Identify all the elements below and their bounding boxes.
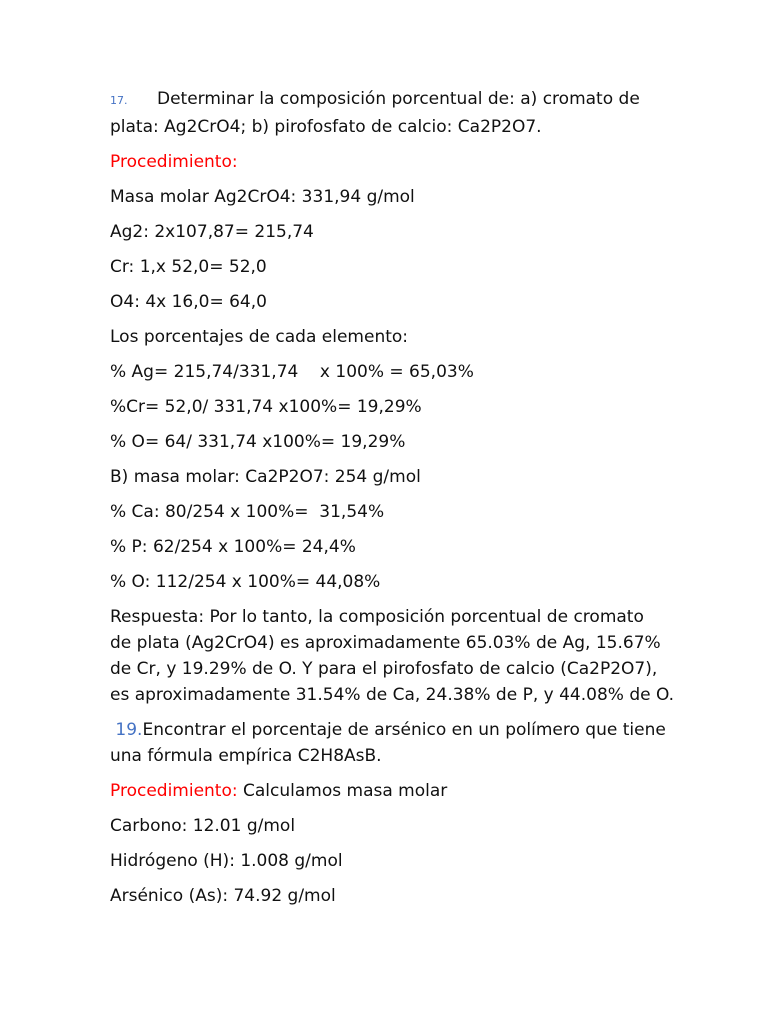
question-19-text-1: Encontrar el porcentaje de arsénico en un polímero que tiene xyxy=(142,720,666,740)
respuesta-line: Respuesta: Por lo tanto, la composición porcentual de cromato xyxy=(110,607,644,627)
text-line: Cr: 1,x 52,0= 52,0 xyxy=(110,257,267,277)
text-line: % Ca: 80/254 x 100%= 31,54% xyxy=(110,502,385,522)
text-line: % O: 112/254 x 100%= 44,08% xyxy=(110,572,381,592)
text-line: Arsénico (As): 74.92 g/mol xyxy=(110,886,336,906)
text-line: B) masa molar: Ca2P2O7: 254 g/mol xyxy=(110,467,421,487)
text-line: Masa molar Ag2CrO4: 331,94 g/mol xyxy=(110,187,415,207)
procedimiento-2 xyxy=(110,778,670,804)
procedimiento-2-label: Procedimiento: xyxy=(110,781,238,801)
respuesta-line: de plata (Ag2CrO4) es aproximadamente 65.03% de Ag, 15.67% xyxy=(110,633,661,653)
respuesta-paragraph xyxy=(110,604,675,708)
procedimiento-label: Procedimiento: xyxy=(110,152,238,172)
text-line: % Ag= 215,74/331,74 x 100% = 65,03% xyxy=(110,362,474,382)
text-line: % P: 62/254 x 100%= 24,4% xyxy=(110,537,356,557)
question-19-line-2: una fórmula empírica C2H8AsB. xyxy=(110,746,382,766)
respuesta-line: de Cr, y 19.29% de O. Y para el pirofosfato de calcio (Ca2P2O7), xyxy=(110,659,658,679)
question-17-text-1: Determinar la composición porcentual de: a) cromato de xyxy=(157,89,640,109)
text-line: Hidrógeno (H): 1.008 g/mol xyxy=(110,851,343,871)
respuesta-line: es aproximadamente 31.54% de Ca, 24.38% de P, y 44.08% de O. xyxy=(110,685,675,705)
text-line: % O= 64/ 331,74 x100%= 19,29% xyxy=(110,432,406,452)
question-19 xyxy=(110,717,670,769)
text-line: Ag2: 2x107,87= 215,74 xyxy=(110,222,314,242)
procedimiento-2-text: Calculamos masa molar xyxy=(237,781,448,801)
question-17-line-2: plata: Ag2CrO4; b) pirofosfato de calcio: Ca2P2O7. xyxy=(110,117,542,137)
document-page xyxy=(110,86,675,918)
question-17-number: 17. xyxy=(110,94,128,107)
question-19-line-1 xyxy=(110,717,670,743)
text-line: %Cr= 52,0/ 331,74 x100%= 19,29% xyxy=(110,397,422,417)
question-19-number: 19. xyxy=(115,720,143,740)
text-line: O4: 4x 16,0= 64,0 xyxy=(110,292,267,312)
text-line: Los porcentajes de cada elemento: xyxy=(110,327,409,347)
question-17 xyxy=(110,86,670,140)
procedimiento-heading xyxy=(110,149,670,175)
procedimiento-2-line xyxy=(110,778,670,804)
text-line: Carbono: 12.01 g/mol xyxy=(110,816,296,836)
question-17-line-1 xyxy=(110,86,670,114)
